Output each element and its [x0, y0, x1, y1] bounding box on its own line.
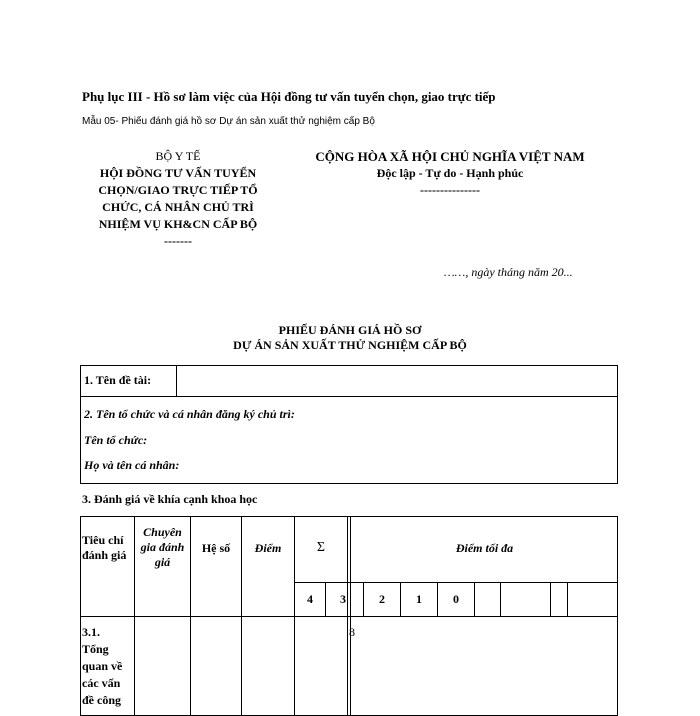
score-header: Điểm: [254, 541, 282, 555]
science-section-label: 3. Đánh giá về khía cạnh khoa học: [82, 492, 258, 506]
criteria-3-1-line-2: Tổng: [82, 642, 109, 656]
scale-rule-6: [500, 582, 501, 617]
criteria-header: [82, 533, 134, 563]
sigma-header: Σ: [316, 540, 326, 555]
council-line-2: CHỌN/GIAO TRỰC TIẾP TỔ: [98, 183, 258, 197]
criteria-3-1-line-4: các vấn: [82, 676, 121, 690]
national-motto: Độc lập - Tự do - Hạnh phúc: [376, 166, 524, 180]
council-line-3: CHỨC, CÁ NHÂN CHỦ TRÌ: [102, 200, 254, 214]
title-line-2: DỰ ÁN SẢN XUẤT THỬ NGHIỆM CẤP BỘ: [233, 338, 467, 352]
scale-rule-5: [474, 582, 475, 617]
criteria-header-line-2: đánh giá: [82, 548, 127, 562]
title-line-1: PHIẾU ĐÁNH GIÁ HỒ SƠ: [278, 323, 422, 337]
person-name-field[interactable]: [196, 455, 610, 473]
coefficient-header: Hệ số: [201, 541, 231, 555]
criteria-3-1: [82, 624, 134, 709]
document-title: [150, 323, 550, 353]
scale-0: 0: [453, 592, 459, 606]
scale-rule-1: [325, 582, 326, 617]
ministry-name: BỘ Y TẾ: [155, 149, 201, 163]
left-divider: -------: [164, 234, 192, 248]
expert-header-line-1: Chuyên: [143, 525, 182, 539]
topic-name-divider: [176, 365, 177, 397]
scale-rule-7: [550, 582, 551, 617]
organization-section-label: 2. Tên tổ chức và cá nhân đăng ký chủ trì:: [84, 407, 295, 421]
scale-rule-8: [567, 582, 568, 617]
organization-name-field[interactable]: [160, 430, 610, 448]
criteria-3-1-max: 8: [349, 625, 355, 639]
council-line-1: HỘI ĐỒNG TƯ VẤN TUYỂN: [99, 166, 257, 180]
appendix-title: Phụ lục III - Hồ sơ làm việc của Hội đồng tư vấn tuyển chọn, giao trực tiếp: [82, 89, 496, 104]
date-line: ……, ngày tháng năm 20...: [444, 265, 573, 279]
scale-4: 4: [307, 592, 313, 606]
left-header: [78, 148, 278, 250]
council-line-4: NHIỆM VỤ KH&CN CẤP BỘ: [98, 217, 258, 231]
expert-header: [135, 525, 190, 570]
expert-header-line-3: giá: [154, 555, 171, 569]
organization-name-label: Tên tổ chức:: [84, 433, 148, 447]
max-score-header: Điểm tối đa: [455, 541, 514, 555]
person-name-label: Họ và tên cá nhân:: [84, 458, 180, 472]
right-divider: ---------------: [420, 183, 480, 197]
table-rule-scale: [80, 616, 618, 617]
table-col-rule-5: [347, 516, 348, 716]
right-header: [290, 148, 610, 199]
scale-2: 2: [379, 592, 385, 606]
table-rule-header: [294, 582, 618, 583]
criteria-3-1-line-5: đề công: [82, 693, 121, 707]
form-code: Mẫu 05- Phiếu đánh giá hồ sơ Dự án sản xuất thử nghiệm cấp Bộ: [82, 116, 375, 127]
scale-1: 1: [416, 592, 422, 606]
topic-name-field[interactable]: [178, 367, 614, 395]
topic-name-label: 1. Tên đề tài:: [84, 373, 152, 387]
scale-3: 3: [340, 592, 346, 606]
criteria-header-line-1: Tiêu chí: [82, 533, 124, 547]
country-name: CỘNG HÒA XÃ HỘI CHỦ NGHĨA VIỆT NAM: [315, 149, 585, 164]
criteria-3-1-line-1: 3.1.: [82, 625, 100, 639]
expert-header-line-2: gia đánh: [140, 540, 185, 554]
criteria-3-1-line-3: quan về: [82, 659, 123, 673]
